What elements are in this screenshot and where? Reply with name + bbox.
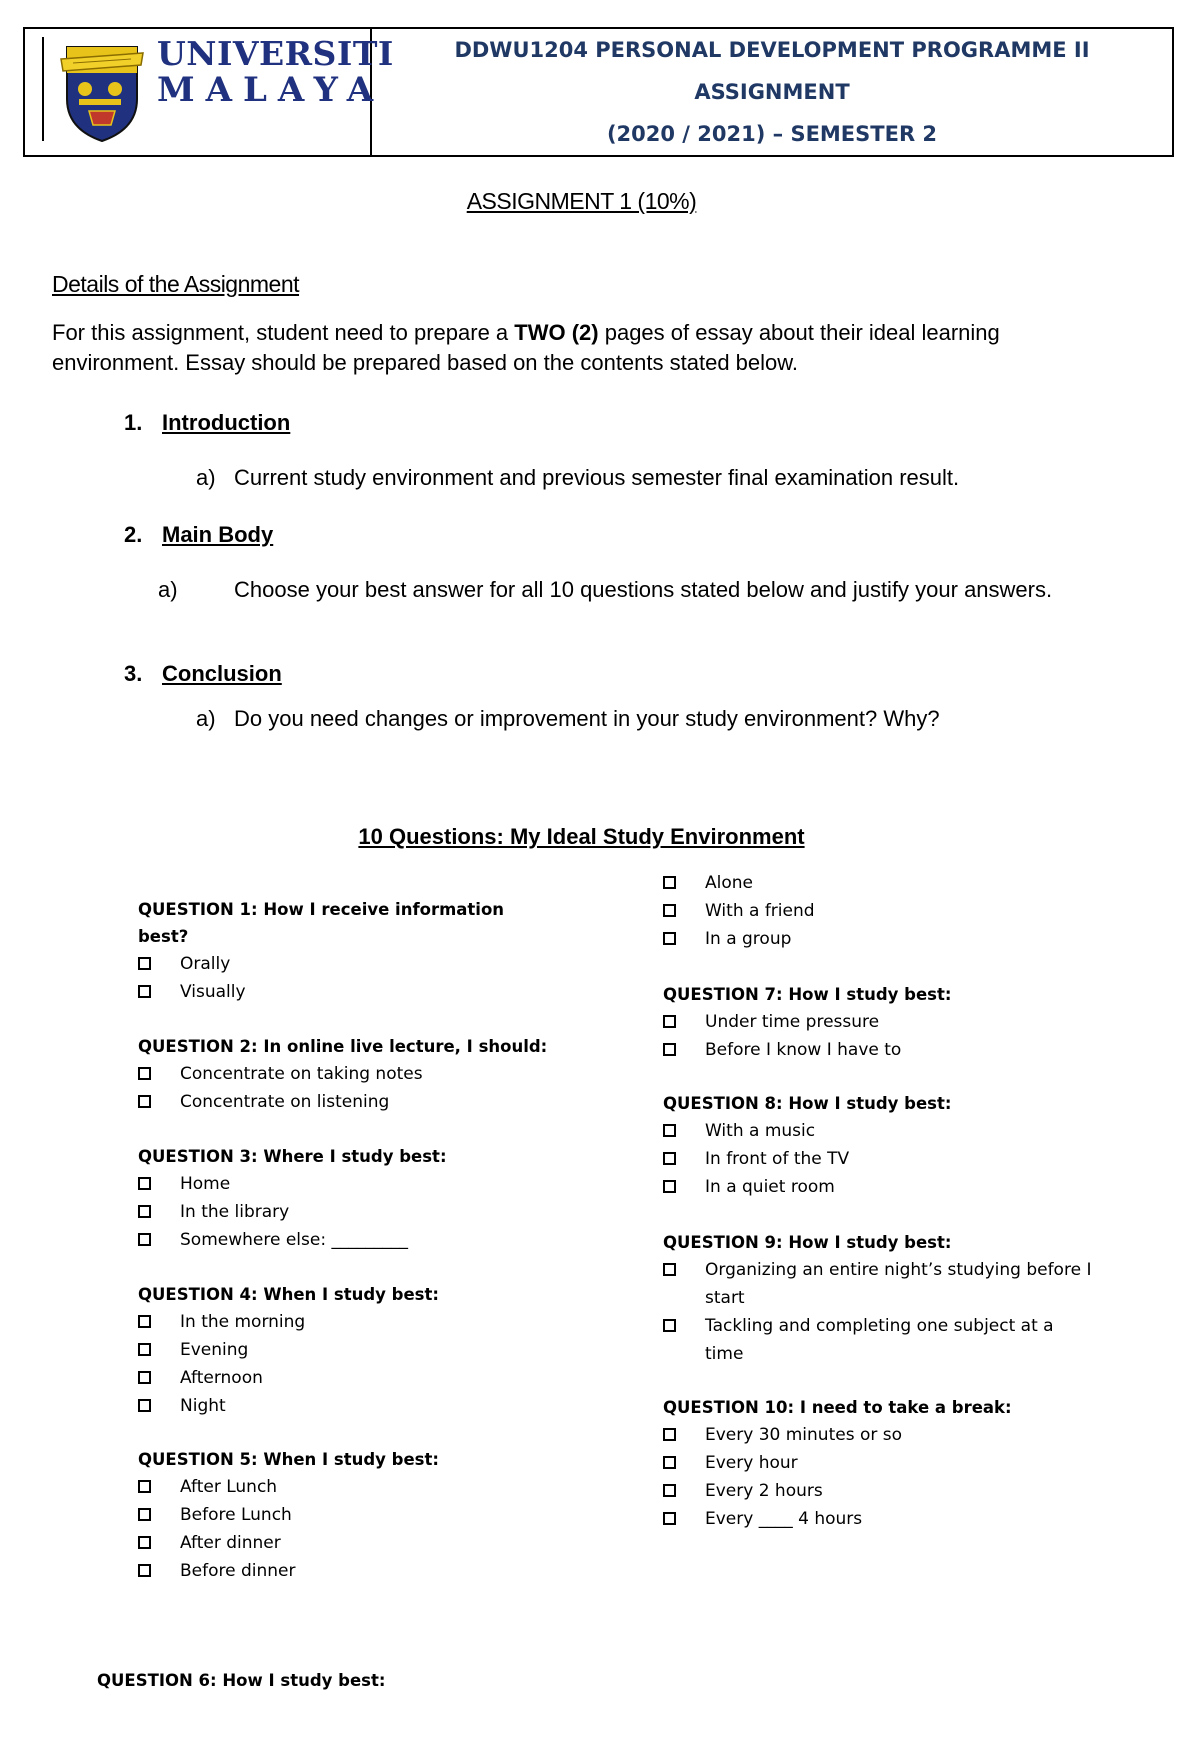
course-title-cell <box>372 29 1172 155</box>
option-label: After Lunch <box>180 1477 278 1497</box>
option-label: In front of the TV <box>705 1149 850 1169</box>
option-label: Concentrate on listening <box>180 1092 390 1112</box>
option[interactable] <box>663 1256 1133 1312</box>
option[interactable] <box>663 1449 1143 1477</box>
checkbox[interactable] <box>663 1456 676 1469</box>
option[interactable] <box>663 1117 1143 1145</box>
assignment-title: ASSIGNMENT 1 (10%) <box>466 188 697 214</box>
option-label: Before I know I have to <box>705 1040 902 1060</box>
item-label: a) <box>196 465 216 490</box>
option-label: In the library <box>180 1202 290 1222</box>
option[interactable] <box>138 1226 548 1254</box>
checkbox[interactable] <box>138 1233 151 1246</box>
logo-line-2: MALAYA <box>157 70 385 110</box>
option[interactable] <box>138 1198 548 1226</box>
checkbox[interactable] <box>663 904 676 917</box>
course-subtitle: ASSIGNMENT <box>694 80 850 104</box>
checkbox[interactable] <box>663 1319 676 1332</box>
option[interactable] <box>663 1477 1143 1505</box>
option-label: Under time pressure <box>705 1012 880 1032</box>
option[interactable] <box>138 1501 548 1529</box>
details-text-2: pages of essay about their ideal learning environment. Essay should be prepared based on the contents stated below. <box>52 320 1000 375</box>
option[interactable] <box>138 1308 548 1336</box>
question-label: QUESTION 10: I need to take a break: <box>663 1398 1012 1417</box>
question-6-options <box>663 869 1143 953</box>
section-item <box>158 576 1156 604</box>
question-1 <box>138 896 548 1006</box>
checkbox[interactable] <box>663 1263 676 1276</box>
option[interactable] <box>663 1145 1143 1173</box>
option-label: Every ____ 4 hours <box>705 1509 863 1529</box>
option-label: Alone <box>705 873 753 893</box>
questions-heading: 10 Questions: My Ideal Study Environment <box>358 824 805 849</box>
option-label: In the morning <box>180 1312 306 1332</box>
option-label: Evening <box>180 1340 249 1360</box>
checkbox[interactable] <box>138 957 151 970</box>
option[interactable] <box>138 978 548 1006</box>
option[interactable] <box>663 897 1143 925</box>
details-heading: Details of the Assignment <box>52 271 300 297</box>
course-title: DDWU1204 PERSONAL DEVELOPMENT PROGRAMME II <box>454 38 1090 62</box>
question-label: QUESTION 2: In online live lecture, I should: <box>138 1037 548 1056</box>
details-text-bold: TWO (2) <box>514 320 599 345</box>
option[interactable] <box>663 1008 1143 1036</box>
option[interactable] <box>663 1505 1143 1533</box>
option-label: In a quiet room <box>705 1177 835 1197</box>
option-label: Every 30 minutes or so <box>705 1425 903 1445</box>
section-main-body <box>124 522 273 548</box>
checkbox[interactable] <box>663 1428 676 1441</box>
question-10 <box>663 1394 1143 1533</box>
question-label: QUESTION 9: How I study best: <box>663 1233 952 1252</box>
option[interactable] <box>663 1036 1143 1064</box>
question-label: QUESTION 3: Where I study best: <box>138 1147 447 1166</box>
option-label: Before dinner <box>180 1561 296 1581</box>
section-title: Introduction <box>162 410 291 435</box>
option[interactable] <box>663 1421 1143 1449</box>
section-number: 3. <box>124 661 143 686</box>
option[interactable] <box>138 1529 548 1557</box>
details-paragraph <box>52 318 1117 378</box>
document-header <box>23 27 1174 157</box>
question-4 <box>138 1281 548 1420</box>
option[interactable] <box>138 1473 548 1501</box>
item-label: a) <box>158 577 178 602</box>
question-3 <box>138 1143 548 1254</box>
checkbox[interactable] <box>138 1564 151 1577</box>
university-wordmark <box>157 34 394 110</box>
checkbox[interactable] <box>663 932 676 945</box>
option-label: Tackling and completing one subject at a time <box>705 1316 1054 1364</box>
option[interactable] <box>663 869 1143 897</box>
option-label: Night <box>180 1396 226 1416</box>
question-label: QUESTION 1: How I receive information best? <box>138 900 505 946</box>
section-item <box>196 705 940 733</box>
item-text: Choose your best answer for all 10 questions stated below and justify your answers. <box>234 577 1053 602</box>
checkbox[interactable] <box>138 1399 151 1412</box>
option-label: Home <box>180 1174 231 1194</box>
checkbox[interactable] <box>138 1067 151 1080</box>
option-label: In a group <box>705 929 792 949</box>
section-title: Conclusion <box>162 661 282 686</box>
item-label: a) <box>196 706 216 731</box>
checkbox[interactable] <box>663 1180 676 1193</box>
option-label: Concentrate on taking notes <box>180 1064 423 1084</box>
checkbox[interactable] <box>138 1508 151 1521</box>
option[interactable] <box>138 1336 548 1364</box>
option[interactable] <box>138 1170 548 1198</box>
option[interactable] <box>138 1392 548 1420</box>
option[interactable] <box>138 1364 548 1392</box>
checkbox[interactable] <box>138 985 151 998</box>
question-label: QUESTION 8: How I study best: <box>663 1094 952 1113</box>
course-semester: (2020 / 2021) – SEMESTER 2 <box>606 122 938 146</box>
checkbox[interactable] <box>663 1152 676 1165</box>
logo-divider <box>42 37 44 141</box>
item-text: Current study environment and previous semester final examination result. <box>234 465 960 490</box>
checkbox[interactable] <box>663 1512 676 1525</box>
option[interactable] <box>138 950 548 978</box>
option-label: Organizing an entire night’s studying before I start <box>705 1260 1092 1308</box>
section-number: 2. <box>124 522 143 547</box>
checkbox[interactable] <box>138 1095 151 1108</box>
option[interactable] <box>663 1173 1143 1201</box>
question-label: QUESTION 4: When I study best: <box>138 1285 439 1304</box>
question-label: QUESTION 7: How I study best: <box>663 985 952 1004</box>
option-label: Afternoon <box>180 1368 263 1388</box>
checkbox[interactable] <box>663 1124 676 1137</box>
logo-line-1: UNIVERSITI <box>157 34 394 73</box>
question-7 <box>663 981 1143 1064</box>
option-label: Every 2 hours <box>705 1481 823 1501</box>
option[interactable] <box>138 1060 548 1088</box>
option-label: Visually <box>180 982 246 1002</box>
section-conclusion <box>124 661 282 687</box>
question-5 <box>138 1446 548 1585</box>
option[interactable] <box>138 1557 548 1585</box>
question-label: QUESTION 5: When I study best: <box>138 1450 439 1469</box>
question-8 <box>663 1090 1143 1201</box>
option-label: Every hour <box>705 1453 798 1473</box>
checkbox[interactable] <box>663 1015 676 1028</box>
option-label: With a music <box>705 1121 816 1141</box>
details-text-1: For this assignment, student need to prepare a <box>52 320 515 345</box>
university-crest-icon <box>53 41 151 145</box>
item-text: Do you need changes or improvement in your study environment? Why? <box>234 706 940 731</box>
option[interactable] <box>663 925 1143 953</box>
checkbox[interactable] <box>138 1205 151 1218</box>
section-number: 1. <box>124 410 143 435</box>
option-label: Somewhere else: _________ <box>180 1230 408 1250</box>
option-label: Orally <box>180 954 231 974</box>
option[interactable] <box>663 1312 1093 1368</box>
checkbox[interactable] <box>138 1343 151 1356</box>
checkbox[interactable] <box>138 1536 151 1549</box>
checkbox[interactable] <box>138 1315 151 1328</box>
question-9 <box>663 1229 1143 1368</box>
option-label: After dinner <box>180 1533 281 1553</box>
option-label: Before Lunch <box>180 1505 292 1525</box>
question-2 <box>138 1033 548 1116</box>
option-label: With a friend <box>705 901 815 921</box>
checkbox[interactable] <box>138 1371 151 1384</box>
option[interactable] <box>138 1088 548 1116</box>
section-item <box>196 464 959 492</box>
checkbox[interactable] <box>663 876 676 889</box>
checkbox[interactable] <box>138 1480 151 1493</box>
section-title: Main Body <box>162 522 274 547</box>
logo-cell <box>25 29 394 155</box>
checkbox[interactable] <box>138 1177 151 1190</box>
section-introduction <box>124 410 290 436</box>
checkbox[interactable] <box>663 1484 676 1497</box>
question-6-label: QUESTION 6: How I study best: <box>97 1671 386 1690</box>
checkbox[interactable] <box>663 1043 676 1056</box>
